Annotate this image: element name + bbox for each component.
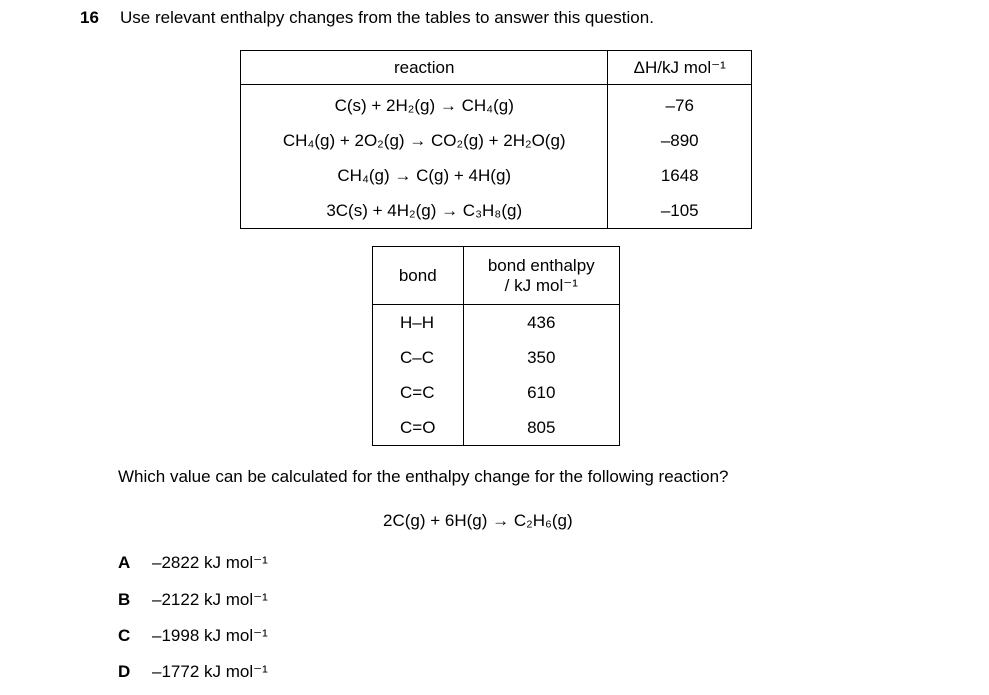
enthalpy-table xyxy=(240,50,752,229)
target-equation: 2C(g) + 6H(g) → C₂H₆(g) xyxy=(383,511,573,530)
option-letter: C xyxy=(118,626,131,645)
delta-h-cell: 1648 xyxy=(660,165,699,185)
option-letter: B xyxy=(118,590,131,609)
option-letter: A xyxy=(118,553,131,572)
delta-h-column-header: ΔH/kJ mol⁻¹ xyxy=(608,51,752,85)
reaction-column-header: reaction xyxy=(241,51,608,85)
reaction-cell: C(s) + 2H₂(g) → CH₄(g) xyxy=(241,85,608,124)
bond-value-cell: 436 xyxy=(527,312,556,332)
bond-cell: C=O xyxy=(373,410,464,446)
table-row xyxy=(241,123,752,158)
question-prompt: Which value can be calculated for the enthalpy change for the following reaction? xyxy=(118,467,729,486)
delta-h-cell: –76 xyxy=(665,95,694,115)
option-text: –1998 kJ mol⁻¹ xyxy=(152,626,268,645)
reaction-cell: CH₄(g) → C(g) + 4H(g) xyxy=(241,158,608,193)
reaction-cell: 3C(s) + 4H₂(g) → C₃H₈(g) xyxy=(241,193,608,229)
bond-cell: H–H xyxy=(373,305,464,341)
bond-cell: C–C xyxy=(373,340,464,375)
option-d[interactable] xyxy=(118,662,268,682)
enthalpy-table-header xyxy=(241,51,752,85)
option-letter: D xyxy=(118,662,131,681)
bond-cell: C=C xyxy=(373,375,464,410)
delta-h-cell: –890 xyxy=(660,130,699,150)
option-text: –1772 kJ mol⁻¹ xyxy=(152,662,268,681)
option-a[interactable] xyxy=(118,553,268,573)
delta-h-cell: –105 xyxy=(660,200,699,220)
table-row xyxy=(241,193,752,229)
bond-column-header: bond xyxy=(373,247,464,305)
reaction-cell: CH₄(g) + 2O₂(g) → CO₂(g) + 2H₂O(g) xyxy=(241,123,608,158)
bond-value-cell: 610 xyxy=(527,382,556,402)
table-row xyxy=(373,410,620,446)
option-b[interactable] xyxy=(118,590,268,610)
option-text: –2122 kJ mol⁻¹ xyxy=(152,590,268,609)
table-row xyxy=(241,158,752,193)
bond-enthalpy-header-line1: bond enthalpy xyxy=(487,255,595,275)
table-row xyxy=(373,375,620,410)
question-text: Use relevant enthalpy changes from the tables to answer this question. xyxy=(120,8,654,27)
table-row xyxy=(373,340,620,375)
question-number: 16 xyxy=(80,8,99,27)
table-row xyxy=(241,85,752,124)
bond-enthalpy-table xyxy=(372,246,620,446)
bond-value-cell: 805 xyxy=(527,417,556,437)
option-c[interactable] xyxy=(118,626,268,646)
option-text: –2822 kJ mol⁻¹ xyxy=(152,553,268,572)
bond-table-header xyxy=(373,247,620,305)
bond-enthalpy-header-line2: / kJ mol⁻¹ xyxy=(504,275,578,295)
bond-value-cell: 350 xyxy=(527,347,556,367)
bond-enthalpy-column-header xyxy=(463,247,619,305)
table-row xyxy=(373,305,620,341)
